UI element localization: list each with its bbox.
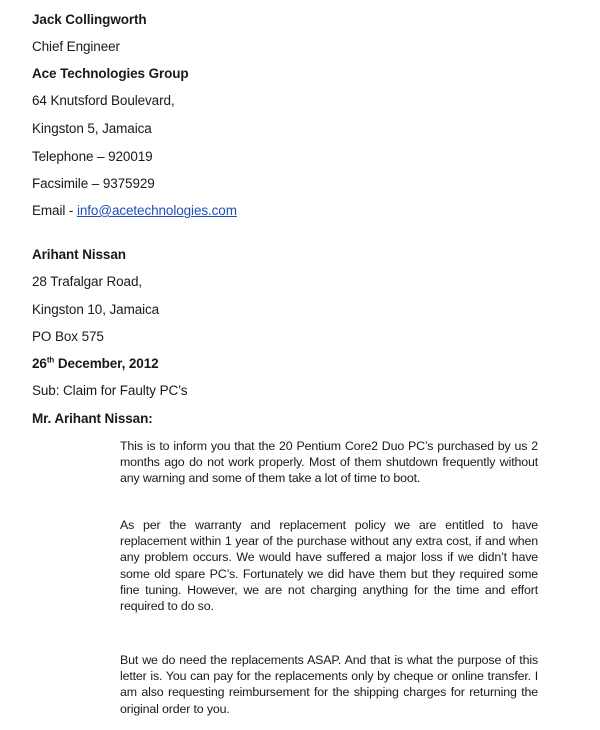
sender-company: Ace Technologies Group [32, 66, 189, 81]
letter-salutation: Mr. Arihant Nissan: [32, 411, 153, 426]
recipient-po-box: PO Box 575 [32, 329, 104, 344]
sender-email-label: Email - [32, 203, 77, 218]
sender-name: Jack Collingworth [32, 12, 147, 27]
recipient-address-line2: Kingston 10, Jamaica [32, 302, 160, 317]
sender-title: Chief Engineer [32, 39, 120, 54]
recipient-address-line1: 28 Trafalgar Road, [32, 274, 143, 289]
sender-facsimile: Facsimile – 9375929 [32, 176, 155, 191]
sender-email-link[interactable]: info@acetechnologies.com [76, 203, 237, 218]
recipient-name: Arihant Nissan [32, 247, 126, 262]
sender-telephone: Telephone – 920019 [32, 149, 153, 164]
body-paragraph-1: This is to inform you that the 20 Pentium Core2 Duo PC’s purchased by us 2 months ago do not work properly. Most of them shutdown frequently without any warning and some of them take a lot of time to boot. [120, 439, 538, 486]
sender-address-line2: Kingston 5, Jamaica [32, 121, 152, 136]
letter-date [32, 355, 159, 373]
sender-address-line1: 64 Knutsford Boulevard, [32, 93, 175, 108]
date-rest: December, 2012 [54, 356, 159, 371]
sender-email-row [32, 202, 237, 220]
letter-subject: Sub: Claim for Faulty PC’s [32, 383, 188, 398]
date-suffix: th [46, 355, 55, 365]
body-paragraph-2: As per the warranty and replacement policy we are entitled to have replacement within 1 year of the purchase without any extra cost, if and when any problem occurs. We would have suffered a major loss if we didn’t have some old spare PC’s. Fortunately we did have them but they required some fine tuning. However, we are not charging anything for the time and effort required to do so. [120, 518, 538, 614]
body-paragraph-3: But we do need the replacements ASAP. And that is what the purpose of this letter is. You can pay for the replacements only by cheque or online transfer. I am also requesting reimbursement for the shipping charges for returning the original order to you. [120, 653, 538, 716]
date-day: 26 [32, 356, 47, 371]
